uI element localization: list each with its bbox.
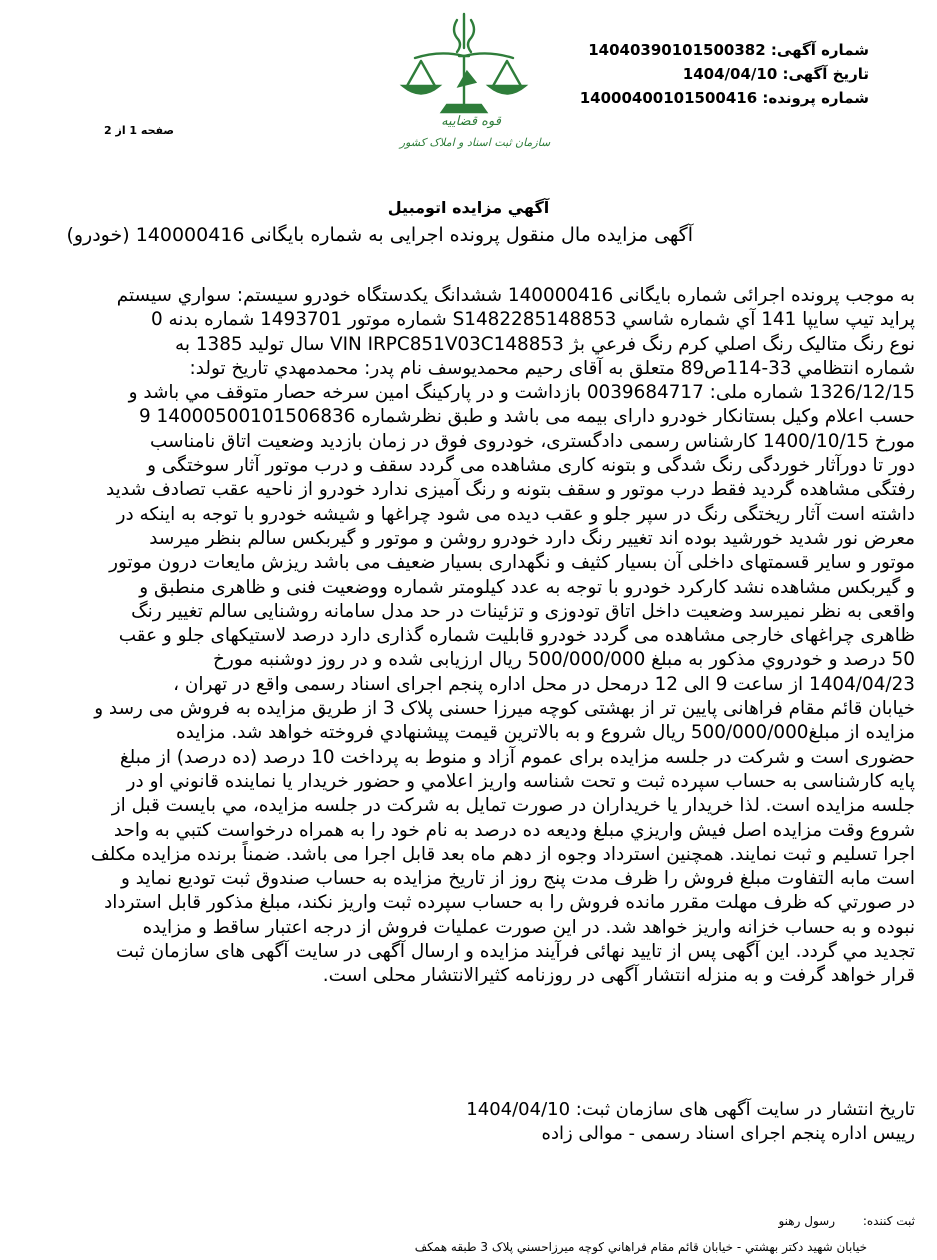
registrar <box>778 1214 915 1228</box>
registrar-label: ثبت كننده: <box>862 1214 915 1228</box>
body-line: نبوده و به حساب خزانه واريز خواهد شد. در اين صورت عمليات فروش از درجه اعتبار ساقط و مزايده <box>142 916 915 938</box>
office-address: خيابان شهيد دکتر بهشتي - خيابان قائم مقام فراهاني کوچه ميرزاحسني پلاک 3 طبقه همکف <box>414 1240 867 1254</box>
body-line: دور تا دورآثار خوردگی رنگ شدگی و بتونه کاری مشاهده می گردد سقف و درب موتور آثار سوختگی و <box>147 455 915 477</box>
body-line: 1326/12/15 شماره ملی: 0039684717 بازداشت و در پارکینگ امین سرخه حصار متوقف مي باشد و <box>128 382 915 404</box>
notice-metadata <box>580 38 869 110</box>
body-line: در صورتي که ظرف مهلت مقرر مانده فروش را به حساب سپرده ثبت واريز نکند، مبلغ مذکور قابل استرداد <box>104 892 915 914</box>
body-line: به موجب پرونده اجرائی شماره بایگانی 140000416 ششدانگ یکدستگاه خودرو سیستم: سواري سيستم <box>116 285 915 306</box>
svg-text:سازمان ثبت اسناد و املاک کشور: سازمان ثبت اسناد و املاک کشور <box>399 136 551 149</box>
body-line: نوع رنگ متاليک رنگ اصلي کرم رنگ فرعي بژ VIN IRPC851V03C148853 سال توليد 1385 به <box>175 333 915 355</box>
notice-body <box>10 284 915 989</box>
ad-number: 14040390101500382 <box>588 41 766 59</box>
judiciary-emblem-icon <box>355 6 595 156</box>
body-line: 50 درصد و خودروي مذکور به مبلغ 500/000/000 ريال ارزيابی شده و در روز دوشنبه مورخ <box>213 649 915 671</box>
notice-footer <box>15 1098 915 1146</box>
case-number-row <box>580 86 869 110</box>
body-line: مورخ 1400/10/15 کارشناس رسمی دادگستری، خودروی فوق در زمان بازدید وضعیت اتاق نامناسب <box>150 430 915 452</box>
notice-subtitle: آگهی مزایده مال منقول پرونده اجرایی به شماره بایگانی 140000416 (خودرو) <box>66 224 693 246</box>
body-line: تجديد مي گردد. این آگهی پس از تایید نهائی فرآیند مزایده و ارسال آگهی در سایت آگهی های سازمان ثبت <box>116 941 915 963</box>
case-number-label: شماره پرونده: <box>762 89 869 107</box>
signatory: رييس اداره پنجم اجرای اسناد رسمی - موالی زاده <box>541 1123 915 1144</box>
body-line: خیابان قائم مقام فراهانی پایین تر از بهشتی کوچه میرزا حسنی پلاک 3 از طریق مزایده به فروش می رسد و <box>94 698 915 720</box>
body-line: قرار خواهد گرفت و به منزله انتشار آگهی در روزنامه کثیرالانتشار محلی است. <box>322 965 915 987</box>
body-line: موتور و سایر قسمتهای داخلی آن بسیار کثیف و نگهداری بسیار ضعیف می باشد ریزش مایعات درون موتور <box>109 552 915 574</box>
body-line: و گیربکس مشاهده نشد کارکرد خودرو با توجه به عدد کیلومتر شماره ووضعیت فنی و ظاهری منطبق و <box>139 576 915 598</box>
body-line: است مابه التفاوت مبلغ فروش را ظرف مدت پنج روز از تاريخ مزايده به حساب صندوق ثبت توديع نمايد و <box>120 868 915 890</box>
body-line: معرض نور شدید خورشید بوده اند تغییر رنگ دارد خودرو روشن و موتور و گیربکس سالم بنظر میرسد <box>149 527 915 549</box>
ad-date-row <box>580 62 869 86</box>
ad-number-row <box>580 38 869 62</box>
svg-text:قوه قضاییه: قوه قضاییه <box>441 114 501 129</box>
case-number: 14000400101500416 <box>579 89 758 107</box>
body-line: رفتگی مشاهده گردید فقط درب موتور و سقف بتونه و رنگ آمیزی ندارد خودرو از ناحیه عقب تصادف شدید <box>106 479 915 501</box>
body-line: شماره انتظامي 33-114ص89 متعلق به آقای رحیم محمدیوسف نام پدر: محمدمهدي تاريخ تولد: <box>189 357 915 379</box>
body-line: پرايد تيپ سايپا 141 آي شماره شاسي S1482285148853 شماره موتور 1493701 شماره بدنه 0 <box>150 309 915 331</box>
page-indicator: صفحه 1 از 2 <box>104 124 175 137</box>
body-line: 1404/04/23 از ساعت 9 الی 12 درمحل در محل اداره پنجم اجرای اسناد رسمی واقع در تهران ، <box>173 673 915 695</box>
body-line: حضوری است و شرکت در جلسه مزایده برای عموم آزاد و منوط به پرداخت 10 درصد (ده درصد) از مبلغ <box>119 746 915 768</box>
ad-date-label: تاریخ آگهی: <box>782 65 869 83</box>
body-line: ظاهری چراغهای خارجی مشاهده می گردد خودرو قابلیت شماره گذاری دارد درصد لاستیکهای جلو و عقب <box>118 625 915 647</box>
body-line: مزايده از مبلغ500/000/000 ريال شروع و به بالاترين قيمت پيشنهادي فروخته خواهد شد. مزایده <box>176 722 915 744</box>
ad-number-label: شماره آگهی: <box>770 41 869 59</box>
body-line: جلسه مزايده است. لذا خريدار يا خريداران در صورت تمايل به شرکت در جلسه مزايده، مي بايست قبل از <box>111 795 915 817</box>
body-line: واقعی به نظر نمیرسد وضعیت داخل اتاق تودوزی و تزئینات در حد مدل سامانه روشنایی سالم تغییر رنگ <box>131 600 915 622</box>
ad-date: 1404/04/10 <box>682 65 778 83</box>
notice-title: آگهي مزايده اتومبيل <box>387 198 550 217</box>
body-line: پایه کارشناسی به حساب سپرده ثبت و تحت شناسه واریز اعلامي و حضور خريدار يا نماينده قانوني او در <box>126 770 915 792</box>
publish-date-line: تاريخ انتشار در سايت آگهی های سازمان ثبت: 1404/04/10 <box>466 1099 915 1120</box>
body-line: حسب اعلام وکیل بستانکار خودرو دارای بیمه می باشد و طبق نظرشماره 14000500101506836 9 <box>138 406 915 428</box>
registrar-name: رسول رهنو <box>778 1214 836 1228</box>
body-line: داشته است آثار ریختگی رنگ در سپر جلو و عقب دیده می شود چراغها و شیشه خودرو با توجه به اینکه در <box>116 503 915 525</box>
body-line: اجرا تسليم و ثبت نمايند. همچنين استرداد وجوه از دهم ماه بعد قابل اجرا می باشد. ضمناً برنده مزايده مکلف <box>90 843 915 865</box>
body-line: شروع وقت مزايده اصل فيش واريزي مبلغ وديعه ده درصد به نام خود را به همراه درخواست کتبي به واحد <box>113 819 915 841</box>
